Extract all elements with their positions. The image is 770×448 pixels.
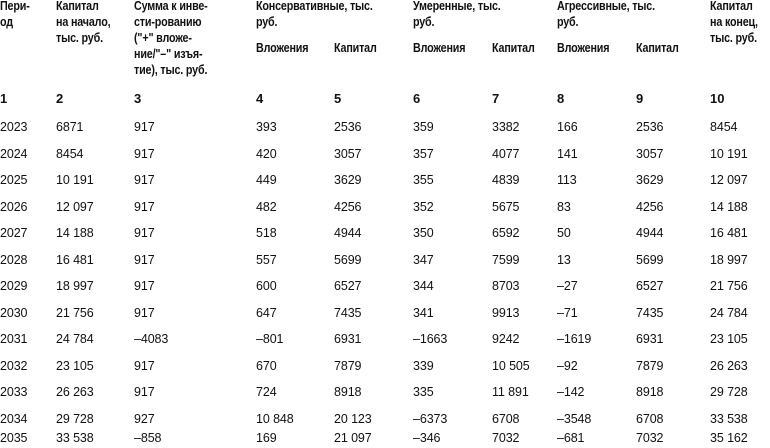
column-number: 2 xyxy=(56,91,64,106)
cell-cons-capital: 7435 xyxy=(334,305,362,320)
cell-agg-investment: –92 xyxy=(557,358,578,373)
cell-contribution: –858 xyxy=(134,431,162,445)
cell-cons-capital: 21 097 xyxy=(334,431,372,445)
cell-cons-investment: 724 xyxy=(256,385,277,399)
cell-cons-capital: 5699 xyxy=(334,252,362,267)
cell-agg-investment: –71 xyxy=(557,305,578,320)
column-number: 8 xyxy=(557,91,565,106)
header-period: Пери- од xyxy=(0,0,30,29)
cell-period: 2029 xyxy=(0,279,28,293)
cell-agg-investment: –27 xyxy=(557,279,578,293)
cell-cons-capital: 4256 xyxy=(334,199,362,214)
table-row xyxy=(0,144,770,164)
cell-period: 2023 xyxy=(0,120,28,134)
cell-period: 2030 xyxy=(0,305,28,320)
cell-period: 2024 xyxy=(0,146,28,161)
cell-mod-capital: 6708 xyxy=(492,411,520,426)
cell-period: 2025 xyxy=(0,173,28,187)
header-capital-end: Капитал на конец, тыс. руб. xyxy=(710,0,758,45)
cell-period: 2028 xyxy=(0,252,28,267)
cell-agg-capital: 4256 xyxy=(636,199,664,214)
cell-cons-investment: 557 xyxy=(256,252,277,267)
table-row xyxy=(0,303,770,323)
cell-cons-capital: 20 123 xyxy=(334,411,372,426)
column-number: 7 xyxy=(492,91,500,106)
cell-capital-end: 29 728 xyxy=(710,385,748,399)
cell-agg-investment: 83 xyxy=(557,199,571,214)
table-row xyxy=(0,197,770,217)
cell-agg-investment: –3548 xyxy=(557,411,592,426)
cell-agg-capital: 7435 xyxy=(636,305,664,320)
cell-capital-start: 24 784 xyxy=(56,332,94,346)
table-row xyxy=(0,409,770,429)
cell-capital-end: 33 538 xyxy=(710,411,748,426)
cell-agg-capital: 3057 xyxy=(636,146,664,161)
cell-agg-investment: 113 xyxy=(557,173,577,187)
cell-contribution: 917 xyxy=(134,279,155,293)
cell-agg-investment: 141 xyxy=(557,146,578,161)
table-row xyxy=(0,428,770,448)
cell-mod-capital: 8703 xyxy=(492,279,520,293)
cell-mod-investment: 341 xyxy=(413,305,434,320)
cell-capital-start: 10 191 xyxy=(56,173,94,187)
cell-mod-capital: 3382 xyxy=(492,120,520,134)
cell-mod-capital: 11 891 xyxy=(492,385,529,399)
cell-agg-capital: 7879 xyxy=(636,358,664,373)
cell-mod-capital: 4839 xyxy=(492,173,520,187)
cell-capital-start: 26 263 xyxy=(56,385,94,399)
cell-cons-investment: 420 xyxy=(256,146,277,161)
cell-mod-capital: 9913 xyxy=(492,305,520,320)
cell-cons-investment: 600 xyxy=(256,279,277,293)
cell-agg-capital: 4944 xyxy=(636,226,664,240)
cell-agg-capital: 2536 xyxy=(636,120,664,134)
cell-cons-investment: 393 xyxy=(256,120,277,134)
cell-capital-end: 35 162 xyxy=(710,431,748,445)
cell-cons-investment: 647 xyxy=(256,305,277,320)
cell-capital-start: 33 538 xyxy=(56,431,94,445)
cell-capital-start: 8454 xyxy=(56,146,84,161)
table-row xyxy=(0,276,770,296)
header-aggressive: Агрессивные, тыс. руб. xyxy=(557,0,655,29)
cell-capital-end: 12 097 xyxy=(710,173,748,187)
cell-agg-capital: 8918 xyxy=(636,385,664,399)
table-row xyxy=(0,223,770,243)
cell-mod-investment: 359 xyxy=(413,120,434,134)
cell-period: 2027 xyxy=(0,226,28,240)
column-number: 9 xyxy=(636,91,644,106)
cell-capital-end: 21 756 xyxy=(710,279,748,293)
cell-agg-capital: 7032 xyxy=(636,431,664,445)
cell-capital-start: 6871 xyxy=(56,120,84,134)
subheader-cons-capital: Капитал xyxy=(334,41,377,55)
cell-contribution: 917 xyxy=(134,252,155,267)
cell-mod-investment: –1663 xyxy=(413,332,448,346)
cell-mod-investment: –6373 xyxy=(413,411,448,426)
cell-agg-capital: 6527 xyxy=(636,279,664,293)
cell-capital-start: 12 097 xyxy=(56,199,94,214)
table-row xyxy=(0,250,770,270)
cell-period: 2035 xyxy=(0,431,28,445)
cell-mod-investment: 357 xyxy=(413,146,434,161)
cell-contribution: 917 xyxy=(134,305,155,320)
cell-mod-capital: 10 505 xyxy=(492,358,530,373)
cell-cons-investment: 670 xyxy=(256,358,277,373)
cell-capital-start: 29 728 xyxy=(56,411,94,426)
cell-contribution: 917 xyxy=(134,173,155,187)
cell-capital-start: 18 997 xyxy=(56,279,94,293)
cell-contribution: –4083 xyxy=(134,332,169,346)
cell-capital-end: 10 191 xyxy=(710,146,748,161)
cell-contribution: 917 xyxy=(134,385,155,399)
cell-cons-capital: 4944 xyxy=(334,226,362,240)
cell-period: 2032 xyxy=(0,358,28,373)
cell-capital-start: 14 188 xyxy=(56,226,94,240)
cell-cons-capital: 8918 xyxy=(334,385,362,399)
cell-agg-investment: 50 xyxy=(557,226,571,240)
cell-period: 2033 xyxy=(0,385,28,399)
column-number: 1 xyxy=(0,91,8,106)
cell-capital-end: 24 784 xyxy=(710,305,748,320)
cell-cons-investment: 518 xyxy=(256,226,277,240)
cell-period: 2031 xyxy=(0,332,28,346)
cell-contribution: 917 xyxy=(134,199,155,214)
cell-contribution: 917 xyxy=(134,226,155,240)
cell-cons-capital: 2536 xyxy=(334,120,362,134)
column-number-row xyxy=(0,91,770,107)
cell-cons-investment: –801 xyxy=(256,332,284,346)
cell-cons-capital: 6527 xyxy=(334,279,362,293)
cell-cons-investment: 169 xyxy=(256,431,277,445)
column-number: 4 xyxy=(256,91,264,106)
cell-agg-investment: 166 xyxy=(557,120,578,134)
cell-mod-investment: 347 xyxy=(413,252,434,267)
cell-mod-capital: 6592 xyxy=(492,226,520,240)
cell-capital-end: 14 188 xyxy=(710,199,748,214)
cell-contribution: 917 xyxy=(134,120,155,134)
cell-mod-capital: 7599 xyxy=(492,252,520,267)
cell-agg-investment: –681 xyxy=(557,431,585,445)
cell-mod-investment: 339 xyxy=(413,358,434,373)
cell-cons-capital: 7879 xyxy=(334,358,362,373)
cell-cons-capital: 6931 xyxy=(334,332,362,346)
table-row xyxy=(0,170,770,190)
cell-agg-capital: 5699 xyxy=(636,252,664,267)
cell-mod-investment: 335 xyxy=(413,385,434,399)
subheader-agg-investment: Вложения xyxy=(557,41,610,55)
cell-agg-capital: 6931 xyxy=(636,332,664,346)
cell-capital-end: 8454 xyxy=(710,120,738,134)
column-number: 6 xyxy=(413,91,421,106)
cell-mod-investment: 352 xyxy=(413,199,434,214)
column-number: 3 xyxy=(134,91,142,106)
cell-cons-investment: 449 xyxy=(256,173,277,187)
cell-capital-end: 18 997 xyxy=(710,252,748,267)
cell-mod-investment: –346 xyxy=(413,431,441,445)
subheader-mod-investment: Вложения xyxy=(413,41,466,55)
cell-mod-capital: 5675 xyxy=(492,199,520,214)
cell-mod-investment: 355 xyxy=(413,173,434,187)
cell-capital-end: 26 263 xyxy=(710,358,748,373)
cell-agg-capital: 6708 xyxy=(636,411,664,426)
cell-agg-investment: –1619 xyxy=(557,332,592,346)
subheader-agg-capital: Капитал xyxy=(636,41,679,55)
header-contribution: Сумма к инве- сти-рованию ("+" вложе- ние/"–" изъя- тие), тыс. руб. xyxy=(134,0,208,77)
cell-capital-start: 21 756 xyxy=(56,305,94,320)
cell-mod-capital: 4077 xyxy=(492,146,520,161)
cell-cons-capital: 3629 xyxy=(334,173,362,187)
cell-period: 2026 xyxy=(0,199,28,214)
cell-agg-investment: 13 xyxy=(557,252,571,267)
cell-contribution: 927 xyxy=(134,411,155,426)
table-row xyxy=(0,356,770,376)
cell-capital-end: 16 481 xyxy=(710,226,748,240)
cell-cons-investment: 10 848 xyxy=(256,411,294,426)
subheader-mod-capital: Капитал xyxy=(492,41,535,55)
cell-mod-investment: 344 xyxy=(413,279,434,293)
table-row xyxy=(0,329,770,349)
header-moderate: Умеренные, тыс. руб. xyxy=(413,0,501,29)
cell-mod-capital: 9242 xyxy=(492,332,520,346)
cell-cons-investment: 482 xyxy=(256,199,277,214)
table-row xyxy=(0,117,770,137)
column-number: 5 xyxy=(334,91,342,106)
cell-period: 2034 xyxy=(0,411,28,426)
cell-mod-capital: 7032 xyxy=(492,431,520,445)
cell-capital-start: 23 105 xyxy=(56,358,94,373)
header-capital-start: Капитал на начало, тыс. руб. xyxy=(56,0,111,45)
cell-contribution: 917 xyxy=(134,146,155,161)
cell-contribution: 917 xyxy=(134,358,155,373)
cell-capital-start: 16 481 xyxy=(56,252,94,267)
cell-cons-capital: 3057 xyxy=(334,146,362,161)
cell-agg-capital: 3629 xyxy=(636,173,664,187)
cell-capital-end: 23 105 xyxy=(710,332,748,346)
column-number: 10 xyxy=(710,91,725,106)
table-row xyxy=(0,382,770,402)
cell-agg-investment: –142 xyxy=(557,385,585,399)
header-conservative: Консервативные, тыс. руб. xyxy=(256,0,373,29)
cell-mod-investment: 350 xyxy=(413,226,434,240)
subheader-cons-investment: Вложения xyxy=(256,41,309,55)
